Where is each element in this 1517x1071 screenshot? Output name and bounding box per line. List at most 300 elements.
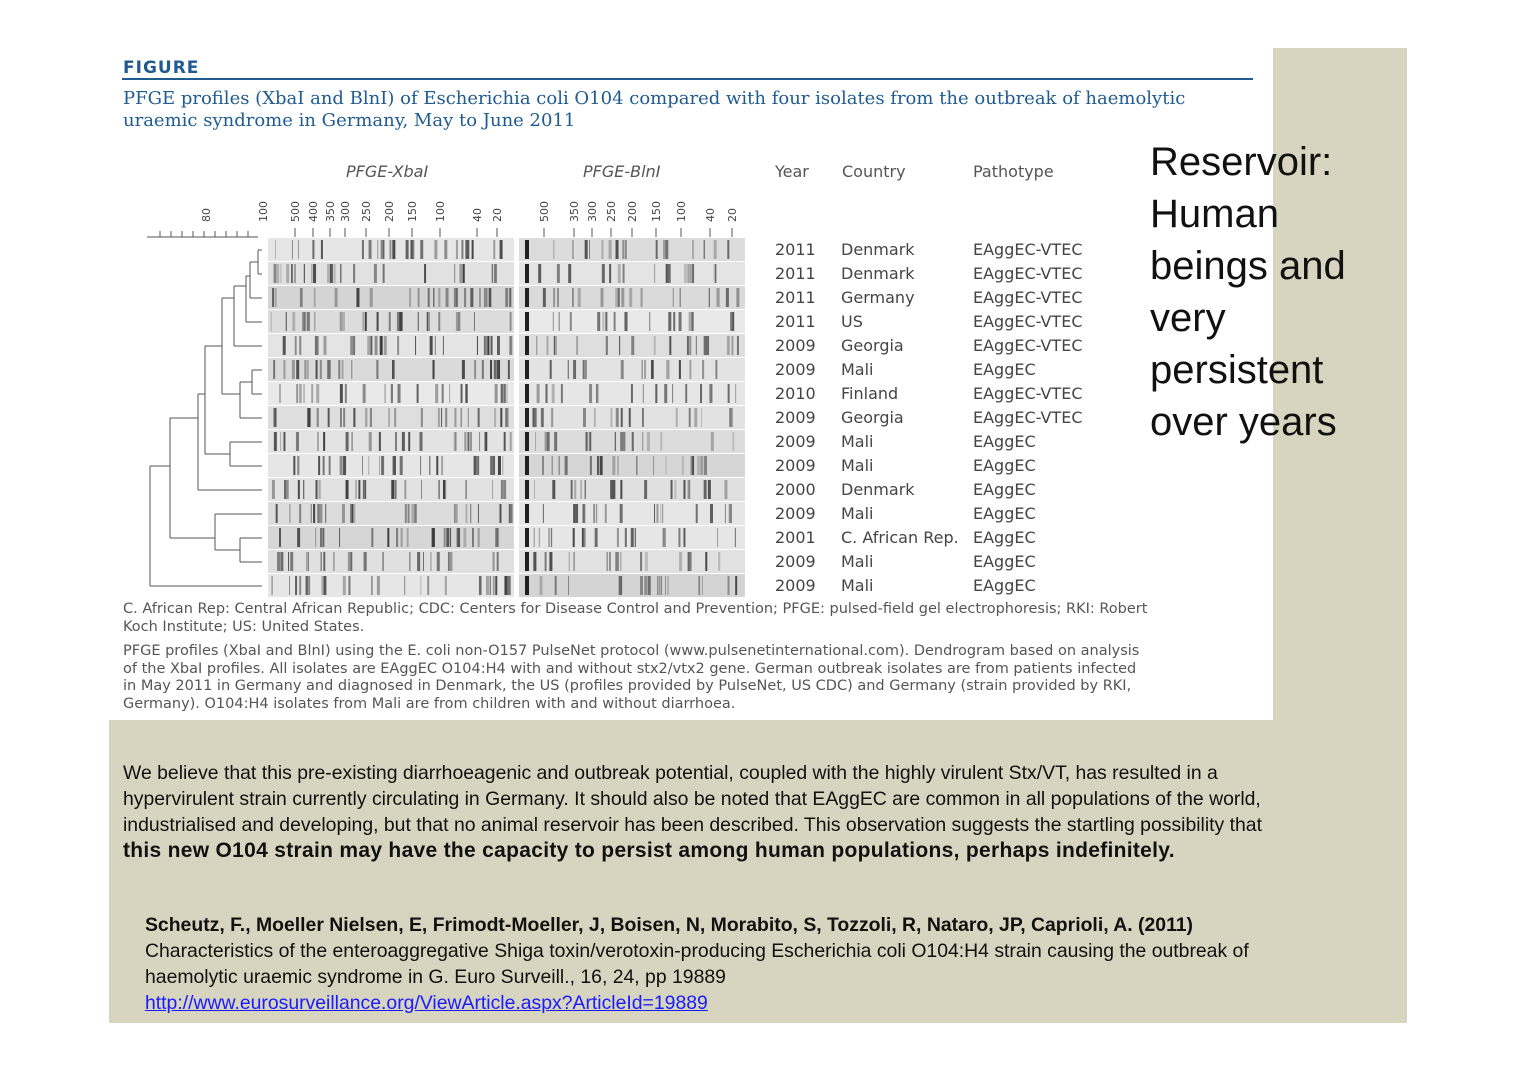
blni-band bbox=[640, 576, 643, 595]
xbal-band bbox=[298, 480, 300, 499]
xbal-band bbox=[363, 480, 365, 499]
xbal-band bbox=[449, 384, 450, 403]
xbal-band bbox=[410, 240, 413, 259]
callout-line-1: Reservoir: bbox=[1150, 140, 1333, 184]
blni-band bbox=[619, 336, 620, 355]
blni-band bbox=[535, 408, 537, 427]
blni-band bbox=[623, 264, 625, 283]
isolate-country: Germany bbox=[841, 288, 915, 307]
xbal-band bbox=[504, 432, 506, 451]
blni-band bbox=[655, 384, 657, 403]
blni-band bbox=[616, 408, 619, 427]
blni-band bbox=[709, 288, 710, 307]
xbal-band bbox=[338, 360, 340, 379]
blni-band bbox=[629, 288, 632, 307]
blni-band bbox=[737, 336, 739, 355]
xbal-band bbox=[339, 528, 340, 547]
xbal-band bbox=[444, 528, 446, 547]
xbal-band bbox=[497, 360, 500, 379]
xbal-band bbox=[377, 240, 378, 259]
blni-band bbox=[631, 336, 634, 355]
blni-band bbox=[559, 312, 560, 331]
blni-band bbox=[687, 264, 689, 283]
blni-band bbox=[536, 336, 537, 355]
xbal-band bbox=[408, 504, 410, 523]
blni-band bbox=[682, 456, 684, 475]
xbal-band bbox=[435, 336, 436, 355]
xbal-band bbox=[433, 360, 435, 379]
xbal-band bbox=[317, 408, 319, 427]
xbal-band bbox=[350, 336, 353, 355]
xbal-band bbox=[501, 480, 503, 499]
xbal-band bbox=[497, 336, 500, 355]
blni-band bbox=[659, 576, 661, 595]
blni-band bbox=[632, 432, 634, 451]
blni-band bbox=[679, 360, 681, 379]
xbal-band bbox=[456, 240, 458, 259]
xbal-band bbox=[286, 312, 287, 331]
xbal-band bbox=[409, 288, 411, 307]
blni-band bbox=[593, 504, 595, 523]
xbal-band bbox=[456, 312, 458, 331]
blni-band bbox=[663, 528, 664, 547]
blni-band bbox=[525, 528, 529, 547]
xbal-band bbox=[461, 384, 463, 403]
xbal-band bbox=[396, 528, 398, 547]
xbal-band bbox=[463, 528, 466, 547]
blni-band bbox=[557, 264, 560, 283]
xbal-lane bbox=[268, 286, 514, 309]
blni-band bbox=[615, 288, 618, 307]
xbal-band bbox=[289, 576, 290, 595]
xbal-band bbox=[293, 456, 295, 475]
xbal-band bbox=[434, 240, 437, 259]
isolate-year: 2009 bbox=[775, 408, 816, 427]
xbal-band bbox=[436, 456, 438, 475]
xbal-band bbox=[467, 240, 469, 259]
blni-band bbox=[700, 384, 702, 403]
blni-band bbox=[622, 240, 624, 259]
xbal-band bbox=[495, 528, 498, 547]
blni-band bbox=[683, 480, 685, 499]
xbal-band bbox=[368, 456, 369, 475]
xbal-band bbox=[369, 240, 372, 259]
xbal-band bbox=[381, 240, 384, 259]
blni-band bbox=[679, 552, 682, 571]
xbal-band bbox=[428, 288, 430, 307]
isolate-pathotype: EAggEC-VTEC bbox=[973, 384, 1083, 403]
xbal-band bbox=[404, 480, 406, 499]
blni-band bbox=[607, 552, 608, 571]
xbal-band bbox=[490, 360, 492, 379]
blni-band bbox=[666, 240, 668, 259]
xbal-lane bbox=[268, 574, 514, 597]
xbal-band bbox=[424, 264, 426, 283]
xbal-band bbox=[299, 576, 301, 595]
reference-title-line-1: Characteristics of the enteroaggregative Shiga toxin/verotoxin-producing Escherichia coli O104:H4 strain causing the outbreak of bbox=[145, 940, 1249, 962]
xbal-size-tick-label: 20 bbox=[491, 208, 504, 222]
xbal-band bbox=[283, 360, 285, 379]
xbal-band bbox=[272, 576, 273, 595]
blni-band bbox=[704, 336, 707, 355]
blni-band bbox=[568, 264, 571, 283]
xbal-band bbox=[417, 384, 419, 403]
xbal-band bbox=[343, 408, 345, 427]
xbal-band bbox=[492, 264, 493, 283]
xbal-band bbox=[472, 240, 474, 259]
xbal-band bbox=[420, 240, 423, 259]
blni-band bbox=[525, 432, 529, 451]
isolate-country: Finland bbox=[841, 384, 899, 403]
blni-band bbox=[575, 504, 578, 523]
xbal-lane bbox=[268, 502, 514, 525]
body-line-2: hypervirulent strain currently circulating in Germany. It should also be noted that EAggEC are common in all populations of the world, bbox=[123, 788, 1261, 810]
blni-band bbox=[542, 408, 543, 427]
xbal-band bbox=[418, 312, 419, 331]
xbal-size-tick-label: 300 bbox=[339, 201, 352, 222]
blni-band bbox=[553, 240, 554, 259]
isolate-year: 2011 bbox=[775, 240, 816, 259]
xbal-band bbox=[343, 312, 345, 331]
blni-size-tick-label: 350 bbox=[568, 201, 581, 222]
xbal-band bbox=[320, 528, 322, 547]
xbal-band bbox=[358, 480, 360, 499]
xbal-band bbox=[504, 576, 507, 595]
xbal-band bbox=[370, 408, 372, 427]
blni-band bbox=[600, 456, 603, 475]
xbal-band bbox=[363, 384, 366, 403]
xbal-band bbox=[304, 360, 306, 379]
xbal-band bbox=[343, 456, 346, 475]
blni-band bbox=[552, 480, 555, 499]
blni-band bbox=[657, 576, 658, 595]
xbal-band bbox=[306, 552, 308, 571]
xbal-band bbox=[499, 504, 501, 523]
xbal-band bbox=[498, 456, 501, 475]
blni-band bbox=[535, 432, 536, 451]
blni-band bbox=[574, 552, 575, 571]
xbal-band bbox=[297, 528, 300, 547]
xbal-band bbox=[346, 480, 349, 499]
xbal-band bbox=[461, 408, 462, 427]
xbal-band bbox=[493, 552, 495, 571]
xbal-band bbox=[430, 336, 433, 355]
xbal-band bbox=[493, 240, 495, 259]
blni-band bbox=[705, 552, 707, 571]
blni-band bbox=[648, 576, 651, 595]
blni-band bbox=[561, 384, 563, 403]
xbal-band bbox=[322, 528, 324, 547]
xbal-band bbox=[449, 552, 452, 571]
blni-band bbox=[618, 456, 619, 475]
callout-line-6: over years bbox=[1150, 400, 1337, 444]
xbal-band bbox=[370, 288, 373, 307]
xbal-band bbox=[474, 312, 475, 331]
blni-lane bbox=[519, 574, 745, 597]
blni-band bbox=[730, 408, 731, 427]
blni-band bbox=[525, 264, 529, 283]
xbal-band bbox=[432, 528, 435, 547]
blni-band bbox=[537, 384, 540, 403]
xbal-band bbox=[350, 552, 352, 571]
xbal-band bbox=[365, 312, 367, 331]
xbal-band bbox=[442, 384, 444, 403]
xbal-band bbox=[296, 360, 299, 379]
xbal-band bbox=[283, 432, 285, 451]
xbal-band bbox=[273, 264, 276, 283]
xbal-band bbox=[456, 528, 457, 547]
xbal-band bbox=[313, 504, 315, 523]
xbal-band bbox=[292, 360, 295, 379]
blni-size-tick-label: 20 bbox=[726, 208, 739, 222]
xbal-band bbox=[388, 408, 390, 427]
isolate-pathotype: EAggEC bbox=[973, 432, 1036, 451]
blni-size-tick-label: 300 bbox=[586, 201, 599, 222]
xbal-band bbox=[470, 504, 471, 523]
blni-band bbox=[664, 528, 666, 547]
xbal-band bbox=[367, 336, 370, 355]
blni-band bbox=[621, 288, 624, 307]
xbal-band bbox=[423, 552, 424, 571]
blni-band bbox=[731, 336, 733, 355]
xbal-band bbox=[470, 288, 473, 307]
blni-band bbox=[606, 336, 608, 355]
blni-band bbox=[663, 240, 665, 259]
xbal-band bbox=[371, 528, 373, 547]
xbal-band bbox=[461, 240, 463, 259]
blni-band bbox=[602, 264, 605, 283]
xbal-band bbox=[394, 408, 396, 427]
xbal-band bbox=[289, 504, 290, 523]
xbal-band bbox=[450, 528, 451, 547]
xbal-band bbox=[351, 360, 352, 379]
blni-band bbox=[669, 336, 671, 355]
isolate-country: Mali bbox=[841, 432, 874, 451]
xbal-band bbox=[389, 240, 391, 259]
xbal-band bbox=[297, 456, 299, 475]
xbal-band bbox=[479, 288, 481, 307]
xbal-band bbox=[319, 480, 321, 499]
xbal-band bbox=[445, 480, 446, 499]
xbal-band bbox=[380, 336, 383, 355]
xbal-band bbox=[439, 480, 440, 499]
blni-band bbox=[576, 336, 578, 355]
isolate-pathotype: EAggEC-VTEC bbox=[973, 240, 1083, 259]
blni-band bbox=[714, 240, 717, 259]
xbal-band bbox=[320, 360, 322, 379]
reference-title-line-2: haemolytic uraemic syndrome in G. Euro Surveill., 16, 24, pp 19889 bbox=[145, 966, 726, 988]
xbal-band bbox=[323, 552, 325, 571]
xbal-band bbox=[392, 240, 395, 259]
blni-band bbox=[731, 504, 732, 523]
xbal-band bbox=[300, 288, 302, 307]
blni-band bbox=[656, 504, 658, 523]
xbal-lane bbox=[268, 454, 514, 477]
xbal-band bbox=[454, 408, 456, 427]
blni-band bbox=[688, 480, 690, 499]
blni-band bbox=[660, 504, 661, 523]
xbal-band bbox=[421, 480, 422, 499]
xbal-band bbox=[509, 336, 512, 355]
blni-band bbox=[615, 432, 616, 451]
blni-band bbox=[609, 240, 612, 259]
xbal-band bbox=[464, 288, 466, 307]
xbal-band bbox=[321, 552, 322, 571]
xbal-band bbox=[308, 408, 311, 427]
blni-band bbox=[525, 576, 529, 595]
xbal-band bbox=[506, 384, 507, 403]
xbal-band bbox=[510, 504, 513, 523]
xbal-band bbox=[370, 336, 372, 355]
blni-band bbox=[718, 552, 720, 571]
blni-band bbox=[631, 528, 634, 547]
body-line-4-emphasis: this new O104 strain may have the capacity to persist among human populations, perhaps indefinitely. bbox=[123, 839, 1175, 862]
xbal-band bbox=[490, 456, 493, 475]
xbal-band bbox=[363, 312, 364, 331]
blni-band bbox=[728, 576, 730, 595]
xbal-band bbox=[304, 384, 305, 403]
blni-band bbox=[589, 240, 590, 259]
blni-band bbox=[583, 408, 586, 427]
blni-band bbox=[642, 360, 643, 379]
blni-band bbox=[621, 408, 623, 427]
blni-size-tick-label: 500 bbox=[538, 201, 551, 222]
blni-band bbox=[668, 264, 671, 283]
xbal-band bbox=[462, 360, 465, 379]
xbal-band bbox=[400, 456, 403, 475]
blni-band bbox=[610, 408, 612, 427]
blni-band bbox=[553, 312, 554, 331]
blni-band bbox=[710, 504, 713, 523]
blni-band bbox=[702, 576, 703, 595]
xbal-band bbox=[340, 264, 341, 283]
blni-band bbox=[692, 456, 694, 475]
blni-band bbox=[724, 480, 727, 499]
blni-band bbox=[680, 288, 681, 307]
xbal-band bbox=[376, 360, 378, 379]
blni-band bbox=[568, 360, 569, 379]
xbal-band bbox=[385, 384, 386, 403]
blni-band bbox=[573, 528, 575, 547]
figure-abbreviations bbox=[123, 601, 1253, 636]
xbal-band bbox=[353, 408, 355, 427]
blni-band bbox=[622, 432, 625, 451]
xbal-band bbox=[429, 456, 430, 475]
blni-band bbox=[569, 552, 570, 571]
isolate-pathotype: EAggEC bbox=[973, 504, 1036, 523]
xbal-band bbox=[328, 360, 331, 379]
xbal-band bbox=[384, 336, 387, 355]
xbal-band bbox=[356, 288, 359, 307]
xbal-band bbox=[273, 360, 275, 379]
xbal-band bbox=[479, 432, 480, 451]
blni-band bbox=[547, 432, 550, 451]
column-header-country: Country bbox=[842, 162, 906, 181]
blni-band bbox=[601, 240, 603, 259]
blni-lane bbox=[519, 550, 745, 573]
blni-band bbox=[694, 408, 697, 427]
isolate-year: 2009 bbox=[775, 552, 816, 571]
xbal-band bbox=[409, 552, 410, 571]
xbal-band bbox=[445, 408, 447, 427]
reference-link[interactable]: http://www.eurosurveillance.org/ViewArticle.aspx?ArticleId=19889 bbox=[145, 992, 708, 1014]
blni-band bbox=[525, 384, 529, 403]
blni-band bbox=[687, 336, 689, 355]
xbal-band bbox=[290, 552, 293, 571]
xbal-band bbox=[470, 432, 472, 451]
xbal-band bbox=[302, 288, 303, 307]
isolate-year: 2009 bbox=[775, 336, 816, 355]
body-paragraph bbox=[123, 760, 1398, 864]
xbal-band bbox=[454, 288, 456, 307]
blni-band bbox=[651, 360, 653, 379]
xbal-band bbox=[402, 432, 405, 451]
xbal-band bbox=[398, 384, 401, 403]
blni-band bbox=[525, 288, 529, 307]
xbal-band bbox=[455, 504, 458, 523]
xbal-band bbox=[314, 312, 315, 331]
xbal-band bbox=[299, 504, 301, 523]
isolate-country: Mali bbox=[841, 504, 874, 523]
blni-band bbox=[597, 312, 600, 331]
xbal-band bbox=[397, 336, 399, 355]
isolate-country: Mali bbox=[841, 360, 874, 379]
blni-band bbox=[711, 432, 714, 451]
xbal-band bbox=[371, 576, 373, 595]
xbal-band bbox=[493, 576, 495, 595]
callout-line-3: beings and bbox=[1150, 244, 1346, 288]
xbal-band bbox=[312, 240, 314, 259]
blni-band bbox=[664, 384, 667, 403]
notes-line-2: of the XbaI profiles. All isolates are EAggEC O104:H4 with and without stx2/vtx2 gene. German outbreak isolates are from patients infected bbox=[123, 660, 1137, 677]
blni-band bbox=[620, 480, 622, 499]
notes-line-3: in May 2011 in Germany and diagnosed in Denmark, the US (profiles provided by PulseNet, US CDC) and Germany (strain provided by RKI, bbox=[123, 678, 1132, 694]
blni-size-tick-label: 40 bbox=[704, 208, 717, 222]
xbal-band bbox=[494, 408, 496, 427]
isolate-year: 2011 bbox=[775, 312, 816, 331]
blni-band bbox=[581, 480, 582, 499]
blni-band bbox=[620, 504, 623, 523]
xbal-band bbox=[477, 456, 479, 475]
blni-band bbox=[678, 528, 680, 547]
xbal-band bbox=[340, 384, 343, 403]
xbal-band bbox=[346, 432, 349, 451]
xbal-band bbox=[445, 576, 447, 595]
xbal-band bbox=[317, 432, 318, 451]
blni-band bbox=[685, 384, 687, 403]
xbal-band bbox=[484, 288, 487, 307]
blni-band bbox=[609, 264, 611, 283]
xbal-band bbox=[411, 504, 414, 523]
isolate-pathotype: EAggEC-VTEC bbox=[973, 336, 1083, 355]
blni-band bbox=[555, 576, 557, 595]
xbal-band bbox=[415, 336, 416, 355]
xbal-band bbox=[369, 432, 372, 451]
notes-line-1: PFGE profiles (XbaI and BlnI) using the E. coli non-O157 PulseNet protocol (www.pulsenetinternational.com). Dendrogram based on analysis bbox=[123, 643, 1140, 659]
xbal-band bbox=[465, 384, 466, 403]
xbal-band bbox=[479, 576, 481, 595]
xbal-band bbox=[323, 432, 325, 451]
isolate-country: Denmark bbox=[841, 480, 915, 499]
xbal-band bbox=[438, 408, 440, 427]
isolate-pathotype: EAggEC-VTEC bbox=[973, 408, 1083, 427]
xbal-band bbox=[276, 264, 279, 283]
xbal-band bbox=[297, 384, 298, 403]
isolate-year: 2009 bbox=[775, 504, 816, 523]
xbal-band bbox=[459, 264, 462, 283]
blni-band bbox=[660, 432, 662, 451]
blni-band bbox=[551, 528, 552, 547]
